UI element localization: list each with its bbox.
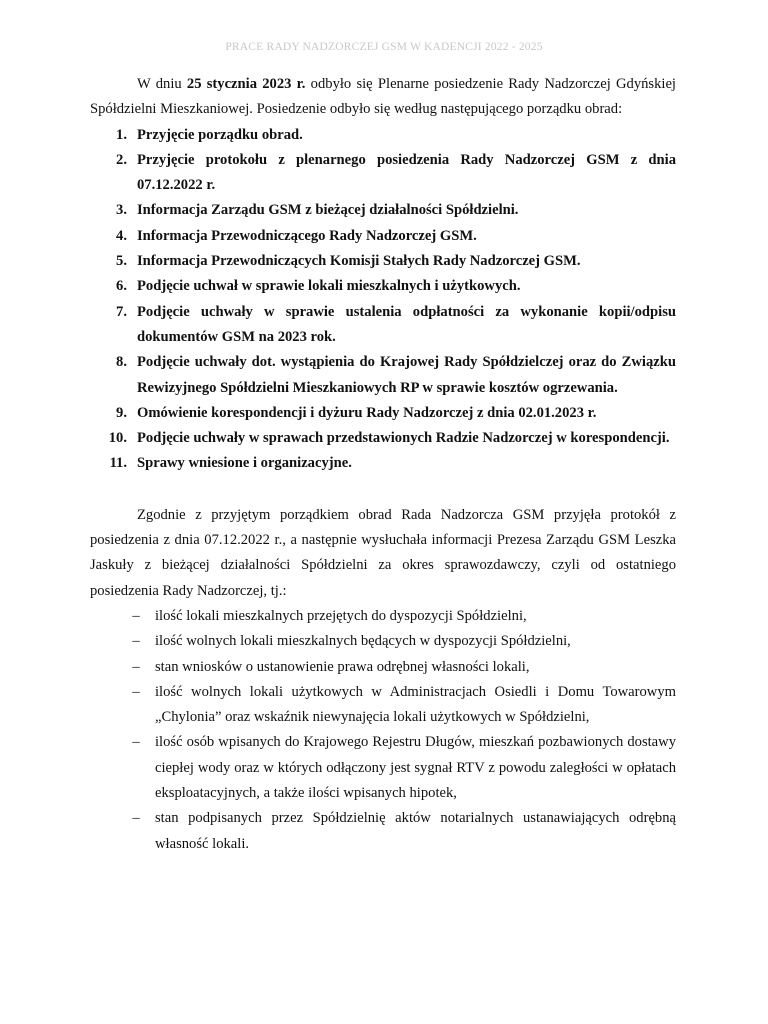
agenda-item [90, 274, 676, 299]
agenda-item [90, 401, 676, 426]
agenda-item [90, 224, 676, 249]
agenda-text: Podjęcie uchwały w sprawach przedstawionych Radzie Nadzorczej w korespondencji. [137, 430, 670, 447]
agenda-number: 11. [109, 455, 127, 472]
agenda-text: Informacja Zarządu GSM z bieżącej działalności Spółdzielni. [137, 202, 519, 219]
intro-lead: W dniu [137, 76, 187, 92]
dash-marker: – [132, 810, 140, 827]
agenda-list [90, 123, 676, 477]
agenda-item [90, 426, 676, 451]
report-item [90, 730, 676, 806]
agenda-text: Podjęcie uchwały dot. wystąpienia do Krajowej Rady Spółdzielczej oraz do Związku Rewizyjnego Spółdzielni Mieszkaniowych RP w sprawie kosztów ogrzewania. [137, 354, 676, 396]
intro-paragraph [90, 72, 676, 123]
report-item [90, 806, 676, 857]
agenda-text: Informacja Przewodniczącego Rady Nadzorczej GSM. [137, 227, 477, 244]
intro-rest: odbyło się Plenarne posiedzenie Rady Nadzorczej Gdyńskiej Spółdzielni Mieszkaniowej. Posiedzenie odbyło się według następującego porządku obrad: [90, 76, 676, 118]
dash-marker: – [132, 683, 140, 700]
agenda-number: 5. [116, 253, 127, 270]
dash-marker: – [132, 633, 140, 650]
report-item-text: ilość osób wpisanych do Krajowego Rejestru Długów, mieszkań pozbawionych dostawy ciepłej wody oraz w których odłączony jest sygnał RTV z powodu zaległości w opłatach eksploatacyjnych, a także ilości wpisanych hipotek, [155, 734, 676, 802]
report-item-text: ilość wolnych lokali mieszkalnych będących w dyspozycji Spółdzielni, [155, 633, 571, 650]
section-spacer [90, 477, 676, 503]
document-body [90, 72, 676, 857]
report-item [90, 655, 676, 680]
agenda-item [90, 300, 676, 351]
agenda-number: 3. [116, 202, 127, 219]
report-item-text: stan wniosków o ustanowienie prawa odrębnej własności lokali, [155, 658, 530, 675]
running-header: PRACE RADY NADZORCZEJ GSM W KADENCJI 2022 - 2025 [225, 41, 543, 53]
agenda-text: Informacja Przewodniczących Komisji Stałych Rady Nadzorczej GSM. [137, 253, 581, 270]
summary-paragraph: Zgodnie z przyjętym porządkiem obrad Rada Nadzorcza GSM przyjęła protokół z posiedzenia z dnia 07.12.2022 r., a następnie wysłuchała informacji Prezesa Zarządu GSM Leszka Jaskuły z bieżącej działalności Spółdzielni za okres sprawozdawczy, czyli od ostatniego posiedzenia Rady Nadzorczej, tj.: [90, 506, 676, 599]
agenda-item [90, 451, 676, 476]
agenda-item [90, 198, 676, 223]
agenda-number: 8. [116, 354, 127, 371]
agenda-text: Omówienie korespondencji i dyżuru Rady Nadzorczej z dnia 02.01.2023 r. [137, 404, 597, 421]
dash-marker: – [132, 607, 140, 624]
meeting-date: 25 stycznia 2023 r. [186, 76, 306, 92]
report-item-text: ilość lokali mieszkalnych przejętych do dyspozycji Spółdzielni, [155, 607, 527, 624]
agenda-text: Podjęcie uchwał w sprawie lokali mieszkalnych i użytkowych. [137, 278, 521, 295]
agenda-text: Sprawy wniesione i organizacyjne. [137, 455, 352, 472]
agenda-item [90, 249, 676, 274]
agenda-text: Podjęcie uchwały w sprawie ustalenia odpłatności za wykonanie kopii/odpisu dokumentów GSM na 2023 rok. [137, 303, 676, 345]
agenda-number: 10. [108, 430, 127, 447]
agenda-number: 2. [116, 151, 127, 168]
agenda-number: 4. [116, 227, 127, 244]
agenda-item [90, 350, 676, 401]
report-item [90, 629, 676, 654]
agenda-number: 1. [116, 126, 127, 143]
agenda-item [90, 148, 676, 199]
report-item [90, 604, 676, 629]
dash-marker: – [132, 658, 140, 675]
agenda-item [90, 123, 676, 148]
agenda-text: Przyjęcie protokołu z plenarnego posiedzenia Rady Nadzorczej GSM z dnia 07.12.2022 r. [137, 151, 676, 194]
report-item [90, 680, 676, 731]
report-item-text: stan podpisanych przez Spółdzielnię aktów notarialnych ustanawiających odrębną własność lokali. [155, 810, 676, 852]
agenda-number: 6. [116, 278, 127, 295]
agenda-number: 7. [116, 303, 127, 320]
agenda-number: 9. [116, 404, 127, 421]
report-item-text: ilość wolnych lokali użytkowych w Administracjach Osiedli i Domu Towarowym „Chylonia” oraz wskaźnik niewynajęcia lokali użytkowych w Spółdzielni, [155, 683, 676, 726]
report-items-list [90, 604, 676, 857]
agenda-text: Przyjęcie porządku obrad. [137, 126, 303, 143]
dash-marker: – [132, 734, 140, 751]
